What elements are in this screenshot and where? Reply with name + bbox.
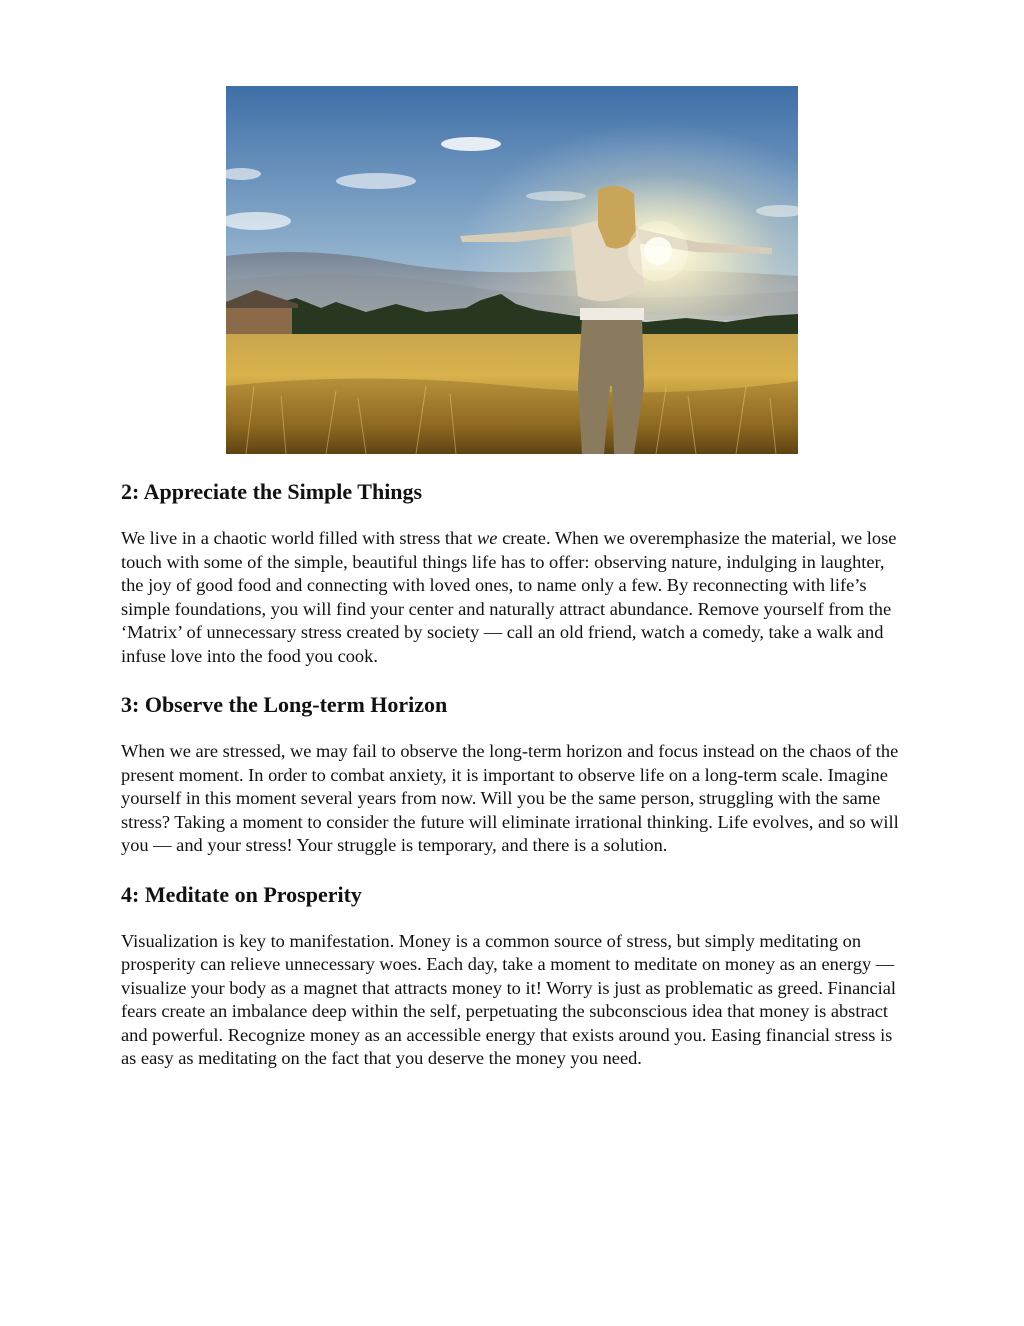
body-emphasis: we (477, 528, 498, 548)
section-body: When we are stressed, we may fail to observe the long-term horizon and focus instead on the chaos of the present moment. In order to combat anxiety, it is important to observe life on a long-term scale. Imagine yourself in this moment several years from now. Will you be the same person, struggling with the same stress? Taking a moment to consider the future will eliminate irrational thinking. Life evolves, and so will you — and your stress! Your struggle is temporary, and there is a solution. (121, 741, 899, 855)
woman-in-wheat-field-photo (226, 86, 798, 454)
section-appreciate-simple-things (121, 478, 911, 668)
section-heading: 4: Meditate on Prosperity (121, 881, 362, 907)
section-body: Visualization is key to manifestation. Money is a common source of stress, but simply meditating on prosperity can relieve unnecessary woes. Each day, take a moment to meditate on money as an energy — visualize your body as a magnet that attracts money to it! Worry is just as problematic as greed. Financial fears create an imbalance deep within the self, perpetuating the subconscious idea that money is abstract and powerful. Recognize money as an accessible energy that exists around you. Easing financial stress is as easy as meditating on the fact that you deserve the money you need. (121, 930, 896, 1068)
section-long-term-horizon (121, 691, 911, 858)
photo-illustration (226, 86, 798, 454)
section-meditate-prosperity (121, 881, 911, 1071)
body-text: We live in a chaotic world filled with stress that (121, 528, 478, 548)
section-heading: 2: Appreciate the Simple Things (121, 479, 423, 504)
section-heading: 3: Observe the Long-term Horizon (121, 692, 448, 717)
section-body (121, 527, 911, 668)
article-content (121, 478, 911, 1094)
body-text: create. When we overemphasize the material, we lose touch with some of the simple, beautiful things life has to offer: observing nature, indulging in laughter, the joy of good food and connecting with loved ones, to name only a few. By reconnecting with life’s simple foundations, you will find your center and naturally attract abundance. Remove yourself from the ‘Matrix’ of unnecessary stress created by society — call an old friend, watch a comedy, take a walk and infuse love into the food you cook. (121, 528, 897, 666)
